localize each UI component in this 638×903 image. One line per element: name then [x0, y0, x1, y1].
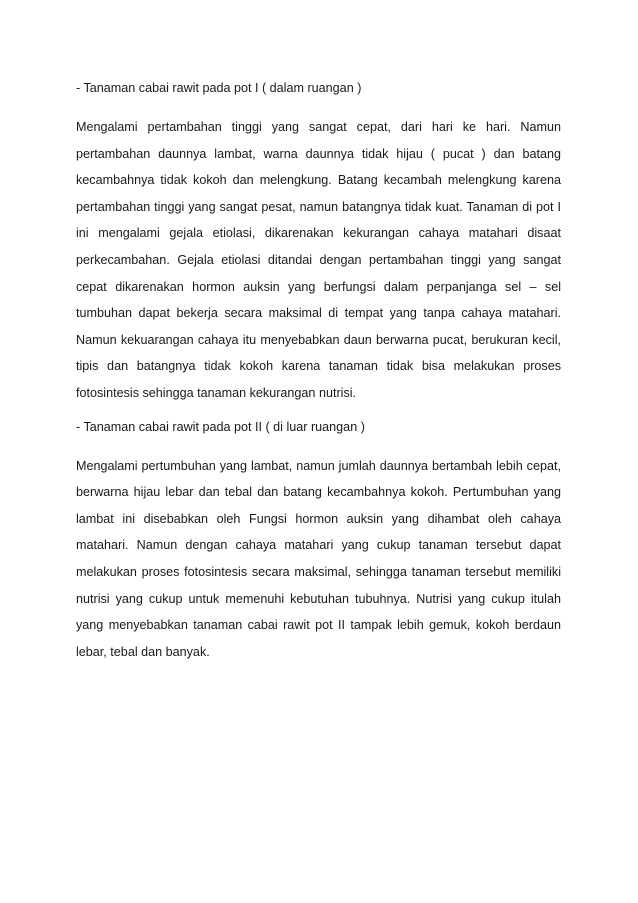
section-paragraph-pot-2: Mengalami pertumbuhan yang lambat, namun jumlah daunnya bertambah lebih cepat, berwarna hijau lebar dan tebal dan batang kecambahnya kokoh. Pertumbuhan yang lambat ini disebabkan oleh Fungsi hormon auksin yang dihambat oleh cahaya matahari. Namun dengan cahaya matahari yang cukup tanaman tersebut dapat melakukan proses fotosintesis secara maksimal, sehingga tanaman tersebut memiliki nutrisi yang cukup untuk memenuhi kebutuhan tubuhnya. Nutrisi yang cukup itulah yang menyebabkan tanaman cabai rawit pot II tampak lebih gemuk, kokoh berdaun lebar, tebal dan banyak. [76, 458, 561, 659]
section-heading-pot-2: - Tanaman cabai rawit pada pot II ( di luar ruangan ) [76, 419, 365, 434]
section-paragraph-pot-1: Mengalami pertambahan tinggi yang sangat cepat, dari hari ke hari. Namun pertambahan daunnya lambat, warna daunnya tidak hijau ( pucat ) dan batang kecambahnya tidak kokoh dan melengkung. Batang kecambah melengkung karena pertambahan tinggi yang sangat pesat, namun batangnya tidak kuat. Tanaman di pot I ini mengalami gejala etiolasi, dikarenakan kekurangan cahaya matahari disaat perkecambahan. Gejala etiolasi ditandai dengan pertambahan tinggi yang sangat cepat dikarenakan hormon auksin yang berfungsi dalam perpanjanga sel – sel tumbuhan dapat bekerja secara maksimal di tempat yang tanpa cahaya matahari. Namun kekuarangan cahaya itu menyebabkan daun berwarna pucat, berukuran kecil, tipis dan batangnya tidak kokoh karena tanaman tidak bisa melakukan proses fotosintesis sehingga tanaman kekurangan nutrisi. [76, 120, 561, 400]
section-heading-pot-1: - Tanaman cabai rawit pada pot I ( dalam ruangan ) [76, 81, 362, 95]
document-page [76, 75, 561, 665]
spacer [76, 407, 561, 414]
spacer [76, 101, 561, 114]
spacer [76, 440, 561, 453]
